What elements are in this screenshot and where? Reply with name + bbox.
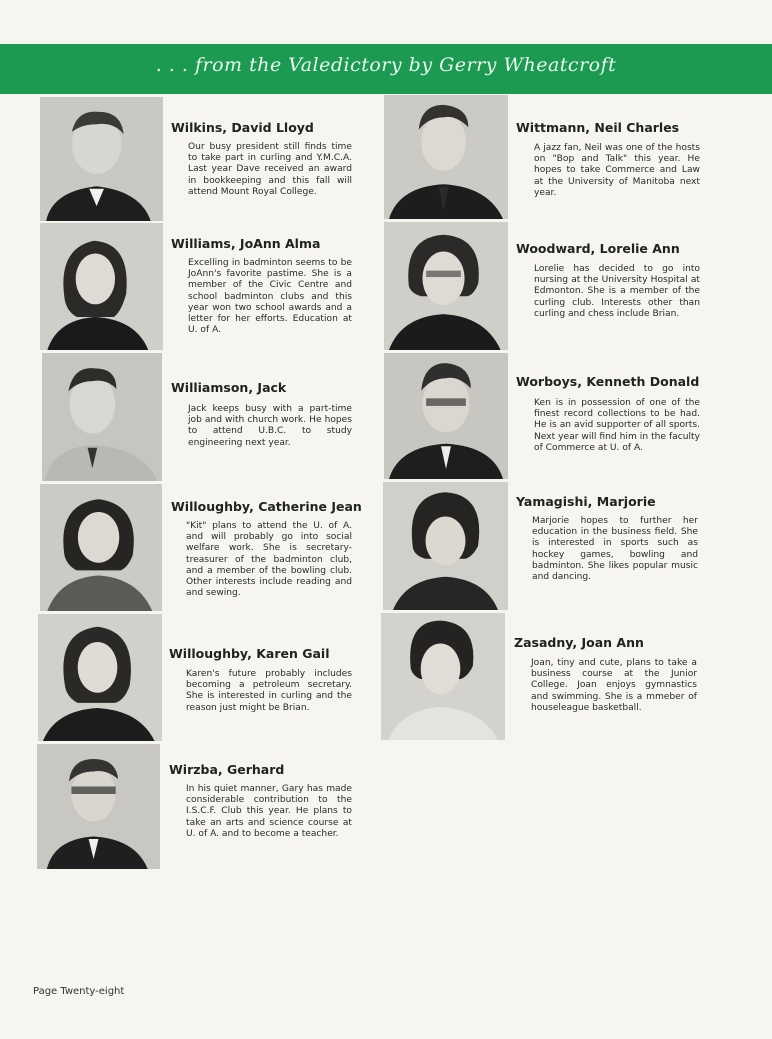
portrait-photo [383, 482, 508, 610]
student-name: Williamson, Jack [171, 380, 287, 395]
portrait-photo [384, 353, 508, 479]
student-name: Zasadny, Joan Ann [514, 635, 644, 650]
student-bio: Marjorie hopes to further her education in the business field. She is interested in sports such as hockey games, bowling and badminton. She likes popular music and dancing. [532, 516, 698, 583]
page-number: Page Twenty-eight [33, 986, 125, 997]
student-name: Willoughby, Karen Gail [169, 646, 330, 661]
student-bio: Jack keeps busy with a part-time job and with church work. He hopes to attend U.B.C. to study engineering next year. [188, 404, 352, 448]
student-bio: Our busy president still finds time to take part in curling and Y.M.C.A. Last year Dave received an award in bookkeeping and this fall will attend Mount Royal College. [188, 142, 352, 197]
student-name: Wittmann, Neil Charles [516, 120, 680, 135]
student-bio: Excelling in badminton seems to be JoAnn's favorite pastime. She is a member of the Civic Centre and school badminton clubs and this year won two school awards and a letter for her efforts. Education at U. of A. [188, 258, 352, 336]
portrait-photo [40, 97, 163, 221]
portrait-photo [37, 744, 160, 869]
portrait-photo [42, 353, 162, 481]
banner-title: . . . from the Valedictory by Gerry Wheatcroft [155, 54, 617, 76]
portrait-photo [40, 223, 163, 350]
student-name: Woodward, Lorelie Ann [516, 241, 680, 256]
portrait-photo [384, 222, 508, 350]
student-bio: "Kit" plans to attend the U. of A. and will probably go into social welfare work. She is secretary-treasurer of the badminton club, and a member of the bowling club. Other interests include reading and and sewing. [186, 521, 352, 599]
student-bio: Lorelie has decided to go into nursing at the University Hospital at Edmonton. She is a member of the curling club. Interests other than curling and chess include Brian. [534, 264, 700, 319]
student-bio: Joan, tiny and cute, plans to take a business course at the Junior College. Joan enjoys gymnastics and swimming. She is a mmeber of houseleague basketball. [531, 658, 697, 713]
student-bio: Karen's future probably includes becoming a petroleum secretary. She is interested in curling and the reason just might be Brian. [186, 669, 352, 713]
student-name: Worboys, Kenneth Donald [516, 374, 700, 389]
student-bio: Ken is in possession of one of the finest record collections to be had. He is an avid supporter of all sports. Next year will find him in the faculty of Commerce at U. of A. [534, 398, 700, 453]
student-name: Wirzba, Gerhard [169, 762, 285, 777]
student-name: Willoughby, Catherine Jean [171, 499, 362, 514]
student-name: Wilkins, David Lloyd [171, 120, 314, 135]
student-bio: A jazz fan, Neil was one of the hosts on "Bop and Talk" this year. He hopes to take Commerce and Law at the University of Manitoba next year. [534, 143, 700, 198]
header-banner [0, 44, 772, 94]
portrait-photo [40, 484, 162, 611]
portrait-photo [381, 613, 505, 740]
portrait-photo [384, 95, 508, 219]
portrait-photo [38, 614, 162, 741]
student-name: Yamagishi, Marjorie [516, 494, 656, 509]
student-bio: In his quiet manner, Gary has made considerable contribution to the I.S.C.F. Club this year. He plans to take an arts and science course at U. of A. and to become a teacher. [186, 784, 352, 839]
student-name: Williams, JoAnn Alma [171, 236, 321, 251]
